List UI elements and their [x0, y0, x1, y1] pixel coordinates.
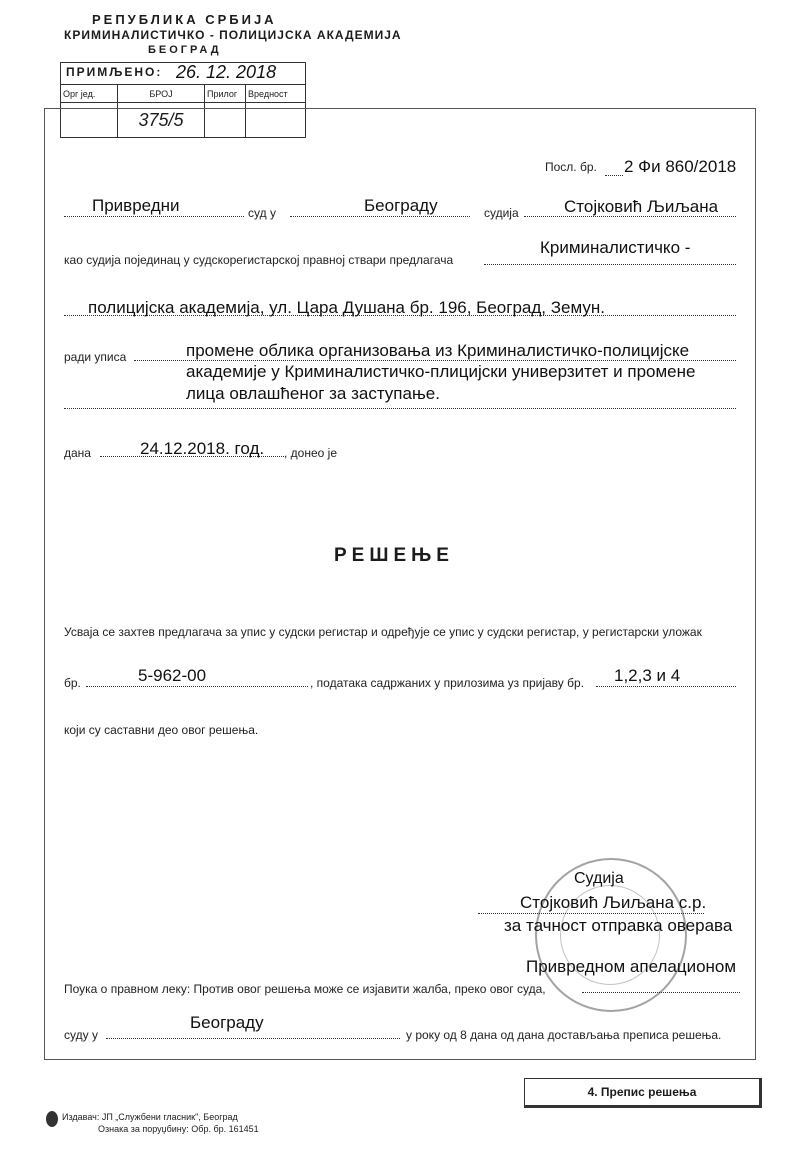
- court-city: Београду: [364, 196, 438, 215]
- col-org: Орг јед.: [61, 85, 118, 103]
- document-title: РЕШЕЊЕ: [334, 545, 454, 566]
- date-value: 24.12.2018. год.: [140, 439, 265, 458]
- decision-middle: , података садржаних у прилозима уз пријаву бр.: [310, 676, 584, 690]
- date-suffix: , донео је: [284, 446, 337, 460]
- appeal-text: Поука о правном леку: Против овог решења може се изјавити жалба, преко овог суда,: [64, 982, 546, 996]
- procedure-text: као судија појединац у судскорегистарској правној ствари предлагача: [64, 253, 454, 267]
- registry-number: 375/5: [118, 103, 205, 138]
- publisher-line-2: Ознака за поруџбину: Обр. бр. 161451: [98, 1124, 259, 1134]
- col-value: Вредност: [246, 85, 306, 103]
- appeal-deadline: у року од 8 дана од дана достављања преписа решења.: [406, 1028, 722, 1042]
- court-label: суд у: [248, 206, 276, 220]
- judge-name: Стојковић Љиљана: [564, 197, 719, 216]
- decision-no-label: бр.: [64, 676, 81, 690]
- signature-name: Стојковић Љиљана с.р.: [520, 893, 707, 912]
- case-label: Посл. бр.: [545, 160, 597, 174]
- register-number: 5-962-00: [138, 666, 207, 685]
- purpose-line-1: промене облика организовања из Криминалистичко-полицијске: [186, 341, 690, 360]
- certified-text: за тачност отправка оверава: [504, 916, 733, 935]
- case-number: 2 Фи 860/2018: [624, 157, 737, 176]
- publisher-line-1: Издавач: ЈП „Службени гласник", Београд: [62, 1112, 238, 1122]
- stamp-institution: КРИМИНАЛИСТИЧКО - ПОЛИЦИЈСКА АКАДЕМИЈА: [64, 28, 402, 42]
- purpose-line-2: академије у Криминалистичко-плицијски универзитет и промене: [186, 362, 696, 381]
- purpose-line-3: лица овлашћеног за заступање.: [186, 384, 440, 403]
- appeal-court-label: суду у: [64, 1028, 98, 1042]
- stamp-city: БЕОГРАД: [148, 44, 222, 56]
- received-label: ПРИМЉЕНО:: [66, 65, 163, 79]
- decision-last: који су саставни део овог решења.: [64, 723, 259, 737]
- col-attachment: Прилог: [205, 85, 246, 103]
- applicant-name: Криминалистичко -: [540, 238, 691, 257]
- judge-title: Судија: [574, 870, 624, 887]
- attachments-value: 1,2,3 и 4: [614, 666, 681, 685]
- appeal-court: Привредном апелационом: [526, 957, 737, 976]
- purpose-label: ради уписа: [64, 350, 127, 364]
- col-number: БРОЈ: [118, 85, 205, 103]
- applicant-address: полицијска академија, ул. Цара Душана бр. 196, Београд, Земун.: [88, 298, 605, 317]
- stamp-country: РЕПУБЛИКА СРБИЈА: [92, 12, 277, 27]
- publisher-logo-icon: [46, 1111, 58, 1127]
- document-type-box: 4. Препис решења: [524, 1078, 762, 1108]
- decision-text: Усваја се захтев предлагача за упис у судски регистар и одређује се упис у судски регистар, у регистарски уложак: [64, 625, 702, 639]
- date-label: дана: [64, 446, 91, 460]
- judge-label: судија: [484, 206, 519, 220]
- appeal-city: Београду: [190, 1013, 264, 1032]
- received-date: 26. 12. 2018: [176, 62, 277, 82]
- court-type: Привредни: [92, 196, 180, 215]
